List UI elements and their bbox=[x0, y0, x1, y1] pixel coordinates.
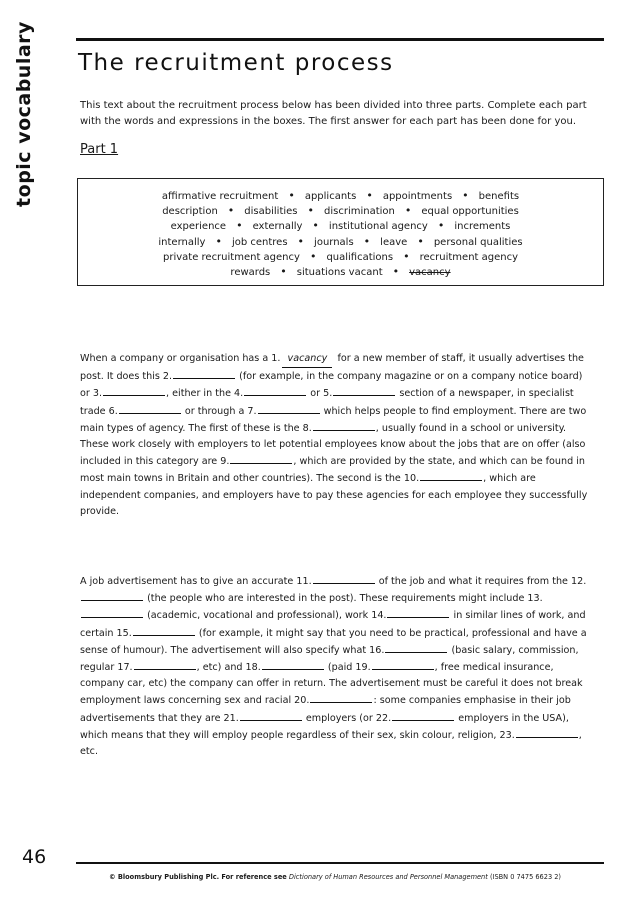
answer-blank[interactable] bbox=[392, 710, 454, 721]
answer-blank[interactable] bbox=[173, 368, 235, 379]
answer-blank[interactable] bbox=[258, 403, 320, 414]
word-option: institutional agency bbox=[328, 221, 428, 233]
word-option: experience bbox=[170, 221, 227, 233]
copyright-text: © Bloomsbury Publishing Plc. For reference see bbox=[108, 873, 287, 881]
passage-text: , etc) and 18. bbox=[196, 662, 261, 674]
word-option: internally bbox=[158, 236, 206, 248]
page-title: The recruitment process bbox=[78, 50, 394, 76]
word-box-line bbox=[78, 219, 603, 234]
header-rule bbox=[76, 38, 604, 41]
word-option: qualifications bbox=[326, 251, 394, 263]
bullet-icon: • bbox=[462, 189, 469, 202]
answer-blank[interactable] bbox=[310, 692, 372, 703]
word-option: situations vacant bbox=[296, 267, 383, 279]
isbn-text: (ISBN 0 7475 6623 2) bbox=[489, 873, 562, 881]
answer-blank[interactable] bbox=[244, 385, 306, 396]
passage-text: in similar lines of work, and certain 15. bbox=[80, 610, 586, 639]
passage-text: , free medical insurance, company car, etc) the company can offer in return. The advertisement must be careful it does not break employment laws concerning sex and racial 20. bbox=[80, 662, 583, 707]
bullet-icon: • bbox=[403, 249, 410, 263]
word-option: equal opportunities bbox=[421, 206, 519, 218]
word-box-line bbox=[78, 235, 603, 250]
word-box bbox=[77, 178, 604, 286]
word-option: description bbox=[162, 206, 218, 218]
bullet-icon: • bbox=[280, 265, 287, 279]
bullet-icon: • bbox=[417, 234, 424, 248]
answer-blank[interactable] bbox=[516, 727, 578, 738]
bullet-icon: • bbox=[366, 189, 373, 202]
answer-blank[interactable] bbox=[387, 607, 449, 618]
answer-blank[interactable] bbox=[385, 642, 447, 653]
passage-text: (basic salary, commission, regular 17. bbox=[80, 644, 579, 674]
word-option: recruitment agency bbox=[419, 251, 519, 263]
word-box-line bbox=[78, 250, 603, 265]
passage-text: , etc. bbox=[80, 729, 582, 758]
answer-blank[interactable] bbox=[81, 607, 143, 618]
passage-paragraph-2 bbox=[80, 573, 590, 760]
answer-blank[interactable] bbox=[240, 710, 302, 721]
answer-blank[interactable] bbox=[262, 659, 324, 670]
word-option: private recruitment agency bbox=[162, 251, 300, 263]
passage-paragraph-1 bbox=[80, 351, 590, 520]
passage-text: A job advertisement has to give an accurate 11. bbox=[80, 576, 312, 587]
example-answer: vacancy bbox=[282, 351, 332, 368]
answer-blank[interactable] bbox=[372, 659, 434, 670]
word-option: increments bbox=[454, 221, 511, 233]
copyright-footer bbox=[80, 873, 590, 881]
answer-blank[interactable] bbox=[230, 453, 292, 464]
bullet-icon: • bbox=[307, 204, 315, 218]
passage-text: , usually found in a school or university. These work closely with employers to let potential employees know about the jobs that are on offer (also included in this category are 9. bbox=[80, 422, 586, 468]
passage-text: employers (or 22. bbox=[305, 712, 392, 724]
passage-text: , either in the 4. bbox=[166, 388, 244, 400]
answer-blank[interactable] bbox=[103, 385, 165, 396]
word-option: rewards bbox=[230, 267, 271, 279]
passage-text: section of a newspaper, in specialist trade 6. bbox=[80, 388, 574, 417]
passage-text: (the people who are interested in the post). These requirements might include 13. bbox=[147, 593, 543, 605]
word-option: affirmative recruitment bbox=[161, 191, 279, 202]
word-option: disabilities bbox=[244, 206, 298, 218]
instructions: This text about the recruitment process below has been divided into three parts. Complete each part with the words and expressions in the boxes. The first answer for each part has been done for you. bbox=[80, 100, 587, 127]
passage-text: or through a 7. bbox=[184, 405, 257, 417]
section-tab-label: topic vocabulary bbox=[13, 21, 35, 207]
bullet-icon: • bbox=[215, 234, 222, 248]
answer-blank[interactable] bbox=[420, 470, 482, 481]
passage-text: or 5. bbox=[310, 388, 333, 400]
word-option: applicants bbox=[304, 191, 357, 202]
answer-blank[interactable] bbox=[119, 403, 181, 414]
page-number: 46 bbox=[22, 846, 47, 868]
passage-text: (for example, it might say that you need to be practical, professional and have a sense of humour). The advertisement will also specify what 16. bbox=[80, 627, 587, 656]
bullet-icon: • bbox=[437, 219, 445, 233]
word-box-line bbox=[78, 265, 603, 280]
word-option: appointments bbox=[382, 191, 453, 202]
word-option: benefits bbox=[478, 191, 520, 202]
bullet-icon: • bbox=[227, 204, 235, 218]
passage-text: employers in the USA), which means that they will employ people regardless of their sex, skin colour, religion, 23. bbox=[80, 712, 569, 741]
word-option: job centres bbox=[231, 236, 288, 248]
answer-blank[interactable] bbox=[333, 385, 395, 396]
passage-text: : some companies emphasise in their job advertisements that they are 21. bbox=[80, 695, 571, 724]
word-option: journals bbox=[314, 236, 354, 248]
bullet-icon: • bbox=[236, 219, 243, 233]
answer-blank[interactable] bbox=[81, 590, 143, 601]
bullet-icon: • bbox=[392, 265, 400, 279]
bullet-icon: • bbox=[312, 219, 319, 233]
footer-rule bbox=[76, 862, 604, 864]
word-box-line bbox=[78, 189, 603, 204]
answer-blank[interactable] bbox=[134, 659, 196, 670]
passage-text: , which are independent companies, and employers have to pay these agencies for each employee they successfully provide. bbox=[80, 473, 588, 517]
reference-title: Dictionary of Human Resources and Personnel Management bbox=[288, 873, 488, 881]
passage-text: (paid 19. bbox=[327, 662, 371, 674]
bullet-icon: • bbox=[288, 189, 295, 202]
word-option-used: vacancy bbox=[409, 267, 451, 279]
bullet-icon: • bbox=[297, 234, 305, 248]
bullet-icon: • bbox=[404, 204, 412, 218]
answer-blank[interactable] bbox=[313, 573, 375, 584]
passage-text: (academic, vocational and professional), work 14. bbox=[147, 610, 387, 622]
word-option: discrimination bbox=[324, 206, 395, 218]
word-option: personal qualities bbox=[433, 236, 523, 248]
passage-text: , which are provided by the state, and which can be found in most main towns in Britain and other countries). The second is the 10. bbox=[80, 456, 585, 485]
passage-text: When a company or organisation has a 1. bbox=[80, 353, 281, 364]
passage-text: (for example, in the company magazine or on a company notice board) or 3. bbox=[80, 371, 583, 400]
answer-blank[interactable] bbox=[133, 625, 195, 636]
bullet-icon: • bbox=[309, 249, 317, 263]
word-option: externally bbox=[252, 221, 303, 233]
word-box-line bbox=[78, 204, 603, 219]
passage-text: of the job and what it requires from the 12. bbox=[378, 576, 587, 587]
bullet-icon: • bbox=[363, 234, 371, 248]
passage-text: which helps people to find employment. There are two main types of agency. The first of these is the 8. bbox=[80, 405, 587, 434]
word-option: leave bbox=[380, 236, 408, 248]
passage-text: for a new member of staff, it usually advertises the post. It does this 2. bbox=[80, 353, 584, 383]
section-tab bbox=[2, 21, 46, 207]
part-heading: Part 1 bbox=[80, 142, 119, 157]
answer-blank[interactable] bbox=[313, 420, 375, 431]
